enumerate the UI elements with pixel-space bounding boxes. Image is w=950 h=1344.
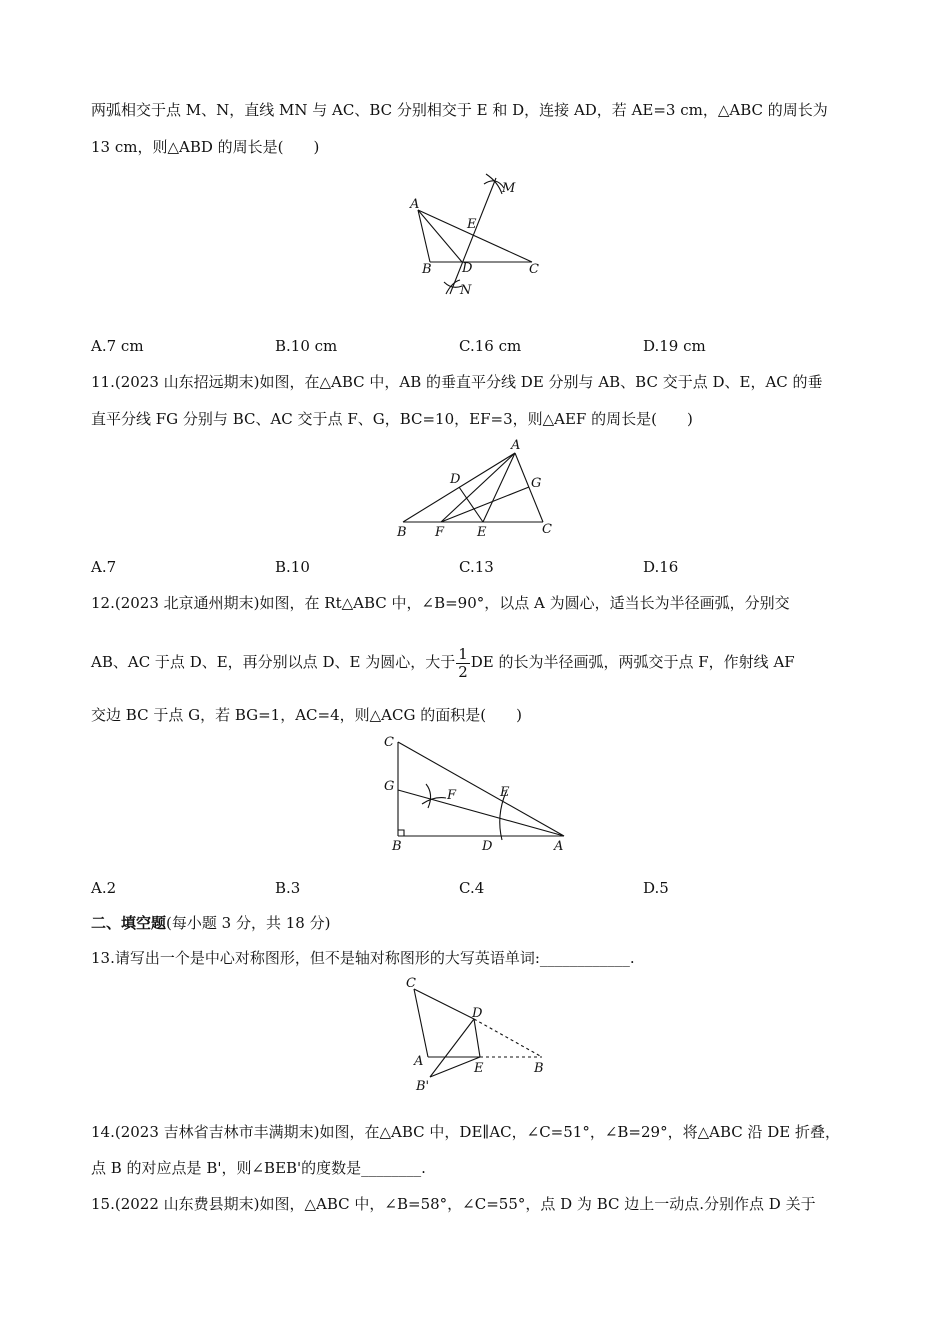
q11-option-a[interactable]: A.7 <box>91 558 117 576</box>
q10-label-N: N <box>460 283 472 298</box>
q12-text-line-2-after: DE 的长为半径画弧，两弧交于点 F，作射线 AF <box>470 653 795 671</box>
q11-label-C: C <box>542 522 552 537</box>
q14-label-B-prime: B' <box>416 1079 430 1094</box>
q12-option-d[interactable]: D.5 <box>643 879 669 897</box>
q10-figure <box>400 170 560 305</box>
q14-figure <box>398 975 553 1095</box>
q12-fraction-denominator: 2 <box>458 662 468 681</box>
q12-label-G: G <box>384 779 395 794</box>
q14-label-D: D <box>472 1006 483 1021</box>
q10-label-M: M <box>502 181 516 196</box>
q14-label-A: A <box>414 1054 424 1069</box>
q12-label-D: D <box>482 839 493 854</box>
q11-label-G: G <box>531 476 542 491</box>
q14-label-C: C <box>406 976 416 991</box>
q11-label-F: F <box>435 525 445 540</box>
q12-label-C: C <box>384 735 394 750</box>
q11-label-A: A <box>511 438 521 453</box>
q10-option-b[interactable]: B.10 cm <box>275 337 338 355</box>
q15-text-line-1: 15.(2022 山东费县期末)如图，△ABC 中，∠B=58°，∠C=55°，点 D 为 BC 边上一动点.分别作点 D 关于 <box>91 1195 816 1213</box>
q11-label-D: D <box>450 472 461 487</box>
q11-text-line-2: 直平分线 FG 分别与 BC、AC 交于点 F、G，BC=10，EF=3，则△AEF 的周长是( ) <box>91 410 693 428</box>
q12-fraction <box>456 646 470 681</box>
q11-text-line-1: 11.(2023 山东招远期末)如图，在△ABC 中，AB 的垂直平分线 DE 分别与 AB、BC 交于点 D、E，AC 的垂 <box>91 373 823 391</box>
q10-text-line-2: 13 cm，则△ABD 的周长是( ) <box>91 138 320 156</box>
q12-option-b[interactable]: B.3 <box>275 879 301 897</box>
q12-text-line-2-before: AB、AC 于点 D、E，再分别以点 D、E 为圆心，大于 <box>91 653 456 671</box>
q11-option-d[interactable]: D.16 <box>643 558 679 576</box>
q11-figure <box>395 437 560 542</box>
q14-text-line-1: 14.(2023 吉林省吉林市丰满期末)如图，在△ABC 中，DE∥AC，∠C=51°，∠B=29°，将△ABC 沿 DE 折叠， <box>91 1123 841 1141</box>
q10-label-D: D <box>462 261 473 276</box>
q10-label-A: A <box>410 197 420 212</box>
q10-label-B: B <box>422 262 432 277</box>
q14-text-line-2: 点 B 的对应点是 B'，则∠BEB'的度数是________. <box>91 1159 426 1177</box>
q10-option-d[interactable]: D.19 cm <box>643 337 706 355</box>
q12-label-E: E <box>500 785 510 800</box>
q10-label-C: C <box>529 262 539 277</box>
q14-label-B: B <box>534 1061 544 1076</box>
q12-text-line-1: 12.(2023 北京通州期末)如图，在 Rt△ABC 中，∠B=90°，以点 A 为圆心，适当长为半径画弧，分别交 <box>91 594 790 612</box>
q12-text-line-2 <box>91 644 861 680</box>
q12-text-line-3: 交边 BC 于点 G，若 BG=1，AC=4，则△ACG 的面积是( ) <box>91 706 522 724</box>
q12-option-c[interactable]: C.4 <box>459 879 485 897</box>
q10-label-E: E <box>467 217 477 232</box>
q12-fraction-numerator: 1 <box>458 644 468 663</box>
section-note: (每小题 3 分，共 18 分) <box>166 914 331 932</box>
q12-label-F: F <box>447 788 457 803</box>
q12-option-a[interactable]: A.2 <box>91 879 117 897</box>
q11-label-E: E <box>477 525 487 540</box>
q10-text-line-1: 两弧相交于点 M、N，直线 MN 与 AC、BC 分别相交于 E 和 D，连接 AD，若 AE=3 cm，△ABC 的周长为 <box>91 101 828 119</box>
q11-option-b[interactable]: B.10 <box>275 558 310 576</box>
q10-option-c[interactable]: C.16 cm <box>459 337 522 355</box>
q12-label-A: A <box>554 839 564 854</box>
q12-figure <box>378 730 573 855</box>
q12-label-B: B <box>392 839 402 854</box>
q13-text-line-1: 13.请写出一个是中心对称图形，但不是轴对称图形的大写英语单词:____________. <box>91 949 635 967</box>
section-title: 二、填空题 <box>91 914 167 932</box>
q14-label-E: E <box>474 1061 484 1076</box>
q11-option-c[interactable]: C.13 <box>459 558 494 576</box>
q11-label-B: B <box>397 525 407 540</box>
section-heading <box>91 913 861 933</box>
q10-option-a[interactable]: A.7 cm <box>91 337 144 355</box>
